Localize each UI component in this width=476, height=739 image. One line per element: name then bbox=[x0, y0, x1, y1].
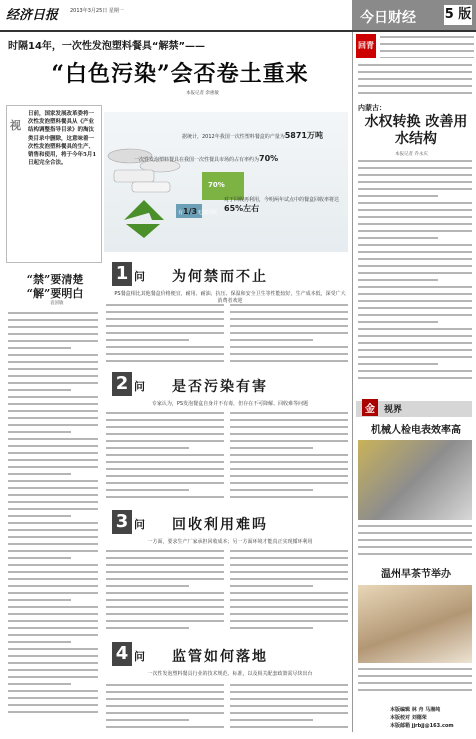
text-line bbox=[106, 719, 189, 721]
text-line bbox=[230, 325, 348, 327]
text-line bbox=[106, 440, 224, 442]
text-line bbox=[8, 683, 71, 685]
section-label: 视界 bbox=[384, 405, 403, 415]
text-line bbox=[230, 585, 313, 587]
text-line bbox=[358, 78, 472, 80]
paper-name: 经济日报 bbox=[6, 8, 59, 23]
text-line bbox=[106, 318, 224, 320]
text-line bbox=[8, 641, 71, 643]
text-line bbox=[8, 410, 98, 412]
recycle-icon bbox=[124, 200, 164, 238]
text-line bbox=[8, 557, 71, 559]
question-4-heading bbox=[112, 642, 348, 666]
text-line bbox=[358, 689, 472, 691]
text-line bbox=[358, 377, 472, 379]
text-line bbox=[8, 361, 98, 363]
text-line bbox=[358, 92, 472, 94]
text-line bbox=[8, 431, 71, 433]
text-line bbox=[106, 475, 224, 477]
text-line bbox=[230, 627, 313, 629]
text-line bbox=[358, 342, 472, 344]
text-line bbox=[8, 354, 98, 356]
text-line bbox=[358, 71, 472, 73]
text-line bbox=[106, 332, 224, 334]
text-line bbox=[358, 272, 472, 274]
text-line bbox=[358, 202, 472, 204]
text-line bbox=[8, 508, 98, 510]
text-line bbox=[8, 543, 98, 545]
food-box-icon bbox=[114, 170, 154, 182]
text-line bbox=[230, 684, 348, 686]
text-line bbox=[230, 304, 348, 306]
text-line bbox=[8, 473, 71, 475]
text-line bbox=[8, 529, 98, 531]
editorial-title: “禁”要清楚 “解”要明白 bbox=[26, 273, 84, 300]
text-line bbox=[358, 286, 472, 288]
text-line bbox=[8, 347, 71, 349]
text-line bbox=[106, 550, 224, 552]
text-line bbox=[230, 489, 313, 491]
text-line bbox=[8, 571, 98, 573]
text-line bbox=[106, 557, 224, 559]
text-line bbox=[358, 682, 472, 684]
text-line bbox=[8, 711, 98, 713]
text-line bbox=[230, 496, 348, 498]
text-line bbox=[106, 585, 189, 587]
text-line bbox=[8, 333, 98, 335]
question-3-subtitle: 一方面，要求生产厂家承担回收成本；另一方面环境才能真正实现循环利用 bbox=[147, 539, 313, 545]
text-line bbox=[8, 662, 98, 664]
text-line bbox=[106, 698, 224, 700]
text-line bbox=[106, 726, 224, 728]
text-line bbox=[8, 599, 71, 601]
stat-2: 一次性发泡塑料餐具在我国一次性餐具市场的占有率约为70% bbox=[134, 154, 279, 163]
text-line bbox=[8, 389, 71, 391]
text-line bbox=[8, 592, 98, 594]
text-line bbox=[230, 606, 348, 608]
text-line bbox=[358, 553, 472, 555]
text-line bbox=[8, 452, 98, 454]
credit-editor: 本版编辑 林 舟 马湘纯 bbox=[390, 707, 441, 713]
stat-3: 对于回收再利用，今明两年试点中的餐盒回收率将达65%左右 bbox=[224, 197, 340, 213]
text-line bbox=[106, 705, 224, 707]
text-line bbox=[230, 468, 348, 470]
question-4-subtitle: 一次性发泡塑料餐具行业的技术规范、标准，以及相关配套政策需尽快出台 bbox=[147, 671, 313, 677]
text-line bbox=[380, 36, 474, 38]
text-line bbox=[358, 160, 472, 162]
masthead bbox=[0, 0, 476, 30]
text-line bbox=[8, 424, 98, 426]
text-line bbox=[380, 50, 474, 52]
question-number: 1 bbox=[112, 262, 132, 286]
text-line bbox=[358, 279, 438, 281]
question-2-body-left bbox=[106, 412, 224, 504]
issue-date: 2013年3月25日 星期一 bbox=[70, 8, 124, 14]
text-line bbox=[358, 328, 472, 330]
text-line bbox=[230, 613, 348, 615]
text-line bbox=[358, 370, 472, 372]
text-line bbox=[8, 564, 98, 566]
recycle-percent: 70% bbox=[208, 181, 225, 189]
stat-4: 有1/3无法回收 bbox=[178, 207, 218, 216]
text-line bbox=[230, 339, 313, 341]
text-line bbox=[358, 525, 472, 527]
text-line bbox=[8, 613, 98, 615]
text-line bbox=[8, 319, 98, 321]
text-line bbox=[230, 599, 348, 601]
question-3-heading bbox=[112, 510, 348, 534]
text-line bbox=[106, 489, 189, 491]
region-label: 内蒙古： bbox=[358, 103, 386, 112]
question-1-body-right bbox=[230, 304, 348, 364]
text-line bbox=[358, 167, 472, 169]
text-line bbox=[106, 461, 224, 463]
lead-byline: 本报记者 余惠敏 bbox=[186, 91, 219, 96]
text-line bbox=[358, 363, 438, 365]
photo-1-caption bbox=[358, 525, 472, 559]
question-label: 问 bbox=[134, 270, 145, 283]
text-line bbox=[8, 669, 98, 671]
text-line bbox=[106, 684, 224, 686]
text-line bbox=[8, 417, 98, 419]
text-line bbox=[8, 466, 98, 468]
text-line bbox=[230, 620, 348, 622]
text-line bbox=[230, 346, 348, 348]
lead-headline: “白色污染”会否卷土重来 bbox=[51, 61, 309, 87]
page-number: 5 版 bbox=[444, 5, 472, 25]
text-line bbox=[8, 459, 98, 461]
text-line bbox=[358, 668, 472, 670]
text-line bbox=[230, 698, 348, 700]
text-line bbox=[106, 578, 224, 580]
right-byline: 本报记者 乔永庆 bbox=[395, 152, 428, 157]
text-line bbox=[230, 440, 348, 442]
text-line bbox=[230, 311, 348, 313]
text-line bbox=[358, 230, 472, 232]
text-line bbox=[106, 620, 224, 622]
right-headline: 水权转换 改善用水结构 bbox=[364, 114, 468, 147]
text-line bbox=[106, 353, 224, 355]
page-credits bbox=[390, 706, 474, 730]
text-line bbox=[230, 433, 348, 435]
text-line bbox=[106, 613, 224, 615]
text-line bbox=[230, 557, 348, 559]
topic-badge: 回青 bbox=[356, 34, 376, 58]
text-line bbox=[106, 627, 189, 629]
text-line bbox=[230, 482, 348, 484]
header-divider bbox=[0, 30, 476, 32]
question-number: 3 bbox=[112, 510, 132, 534]
text-line bbox=[8, 550, 98, 552]
text-line bbox=[8, 585, 98, 587]
text-line bbox=[358, 64, 472, 66]
text-line bbox=[8, 438, 98, 440]
question-1-heading bbox=[112, 262, 348, 286]
column-divider bbox=[352, 32, 353, 732]
text-line bbox=[358, 321, 438, 323]
text-line bbox=[358, 539, 472, 541]
text-line bbox=[106, 599, 224, 601]
text-line bbox=[8, 578, 98, 580]
photo-2-headline: 温州早茶节举办 bbox=[381, 569, 451, 580]
text-line bbox=[358, 188, 472, 190]
question-label: 问 bbox=[134, 650, 145, 663]
question-label: 问 bbox=[134, 518, 145, 531]
right-article-body bbox=[358, 160, 472, 396]
question-2-heading bbox=[112, 372, 348, 396]
text-line bbox=[8, 326, 98, 328]
text-line bbox=[106, 325, 224, 327]
question-headline: 是否污染有害 bbox=[172, 379, 268, 395]
text-line bbox=[358, 546, 472, 548]
lead-kicker: 时隔14年，一次性发泡塑料餐具“解禁”—— bbox=[8, 41, 206, 52]
text-line bbox=[358, 216, 472, 218]
question-4-body-right bbox=[230, 684, 348, 734]
text-line bbox=[230, 712, 348, 714]
text-line bbox=[230, 592, 348, 594]
text-line bbox=[8, 676, 98, 678]
text-line bbox=[230, 447, 313, 449]
text-line bbox=[106, 339, 189, 341]
text-line bbox=[230, 475, 348, 477]
text-line bbox=[8, 690, 98, 692]
editorial-mark: 视 bbox=[10, 119, 21, 132]
text-line bbox=[358, 85, 472, 87]
text-line bbox=[8, 340, 98, 342]
text-line bbox=[358, 223, 472, 225]
text-line bbox=[380, 57, 474, 58]
question-headline: 监管如何落地 bbox=[172, 649, 268, 665]
section-title: 今日财经 bbox=[360, 10, 416, 26]
credit-email: 本版邮箱 jjrbjj@163.com bbox=[390, 723, 454, 729]
infographic bbox=[104, 112, 348, 252]
question-headline: 为何禁而不止 bbox=[172, 269, 268, 285]
text-line bbox=[230, 726, 348, 728]
text-line bbox=[358, 251, 472, 253]
text-line bbox=[8, 627, 98, 629]
text-line bbox=[230, 332, 348, 334]
text-line bbox=[106, 419, 224, 421]
text-line bbox=[106, 433, 224, 435]
question-headline: 回收利用难吗 bbox=[172, 517, 268, 533]
text-line bbox=[358, 237, 438, 239]
text-line bbox=[106, 311, 224, 313]
text-line bbox=[106, 571, 224, 573]
text-line bbox=[230, 691, 348, 693]
text-line bbox=[106, 426, 224, 428]
food-box-icon bbox=[132, 182, 170, 192]
question-3-body-left bbox=[106, 550, 224, 638]
topic-summary bbox=[358, 64, 472, 98]
credit-proofreader: 本版校对 刘德荣 bbox=[390, 715, 427, 721]
text-line bbox=[106, 468, 224, 470]
text-line bbox=[230, 571, 348, 573]
text-line bbox=[358, 244, 472, 246]
text-line bbox=[8, 480, 98, 482]
text-line bbox=[8, 312, 98, 314]
text-line bbox=[358, 209, 472, 211]
text-line bbox=[8, 648, 98, 650]
question-number: 2 bbox=[112, 372, 132, 396]
question-3-body-right bbox=[230, 550, 348, 638]
text-line bbox=[106, 496, 224, 498]
text-line bbox=[230, 412, 348, 414]
text-line bbox=[358, 181, 472, 183]
text-line bbox=[230, 318, 348, 320]
text-line bbox=[8, 704, 98, 706]
text-line bbox=[230, 360, 348, 362]
text-line bbox=[8, 445, 98, 447]
question-1-subtitle: PS餐盒相比其他餐盒价格便宜，耐用、耐油、抗压、保温和安全卫生等性能较好，生产成本低，深受广大消费者欢迎 bbox=[114, 291, 346, 304]
text-line bbox=[358, 174, 472, 176]
editorial-body bbox=[8, 312, 98, 732]
question-2-body-right bbox=[230, 412, 348, 504]
text-line bbox=[106, 346, 224, 348]
question-number: 4 bbox=[112, 642, 132, 666]
text-line bbox=[358, 314, 472, 316]
text-line bbox=[8, 634, 98, 636]
text-line bbox=[106, 592, 224, 594]
text-line bbox=[358, 195, 438, 197]
text-line bbox=[230, 426, 348, 428]
topic-intro bbox=[380, 36, 474, 58]
text-line bbox=[358, 307, 472, 309]
text-line bbox=[8, 396, 98, 398]
text-line bbox=[106, 412, 224, 414]
question-4-body-left bbox=[106, 684, 224, 734]
text-line bbox=[8, 620, 98, 622]
text-line bbox=[106, 304, 224, 306]
text-line bbox=[358, 293, 472, 295]
question-1-body-left bbox=[106, 304, 224, 364]
text-line bbox=[230, 550, 348, 552]
text-line bbox=[106, 360, 224, 362]
text-line bbox=[358, 300, 472, 302]
text-line bbox=[230, 578, 348, 580]
section-badge: 金 bbox=[362, 399, 378, 416]
text-line bbox=[8, 501, 98, 503]
editorial-author: 袁国敏 bbox=[50, 301, 64, 306]
text-line bbox=[8, 368, 98, 370]
text-line bbox=[358, 265, 472, 267]
text-line bbox=[106, 454, 224, 456]
text-line bbox=[8, 522, 98, 524]
text-line bbox=[230, 353, 348, 355]
text-line bbox=[8, 487, 98, 489]
text-line bbox=[8, 375, 98, 377]
text-line bbox=[8, 403, 98, 405]
text-line bbox=[358, 349, 472, 351]
text-line bbox=[106, 564, 224, 566]
text-line bbox=[358, 675, 472, 677]
text-line bbox=[8, 697, 98, 699]
robot-photo bbox=[358, 440, 472, 520]
question-label: 问 bbox=[134, 380, 145, 393]
text-line bbox=[8, 382, 98, 384]
text-line bbox=[358, 335, 472, 337]
stat-1: 据统计，2012年我国一次性塑料餐盒的产量为5871万吨 bbox=[182, 131, 323, 140]
text-line bbox=[106, 691, 224, 693]
tea-festival-photo bbox=[358, 585, 472, 663]
editorial-intro: 日前，国家发展改革委将一次性发泡塑料餐具从《产业结构调整指导目录》的淘汰类目录中删除，这意味着一次性发泡塑料餐具的生产、销售和使用，将于今年5月1日起完全合法。 bbox=[28, 111, 97, 167]
text-line bbox=[106, 606, 224, 608]
text-line bbox=[8, 606, 98, 608]
text-line bbox=[230, 461, 348, 463]
text-line bbox=[230, 705, 348, 707]
text-line bbox=[106, 482, 224, 484]
text-line bbox=[230, 719, 313, 721]
question-2-subtitle: 专家认为，PS发泡餐盒自身并不有毒，但存在不可降解、回收难等问题 bbox=[151, 401, 309, 407]
text-line bbox=[8, 655, 98, 657]
photo-2-caption bbox=[358, 668, 472, 698]
photo-1-headline: 机械人检电表效率高 bbox=[371, 425, 461, 436]
text-line bbox=[8, 536, 98, 538]
text-line bbox=[358, 532, 472, 534]
text-line bbox=[106, 447, 189, 449]
text-line bbox=[358, 258, 472, 260]
text-line bbox=[358, 356, 472, 358]
text-line bbox=[8, 515, 71, 517]
text-line bbox=[380, 43, 474, 45]
text-line bbox=[230, 564, 348, 566]
text-line bbox=[230, 454, 348, 456]
text-line bbox=[8, 494, 98, 496]
text-line bbox=[106, 712, 224, 714]
text-line bbox=[230, 419, 348, 421]
